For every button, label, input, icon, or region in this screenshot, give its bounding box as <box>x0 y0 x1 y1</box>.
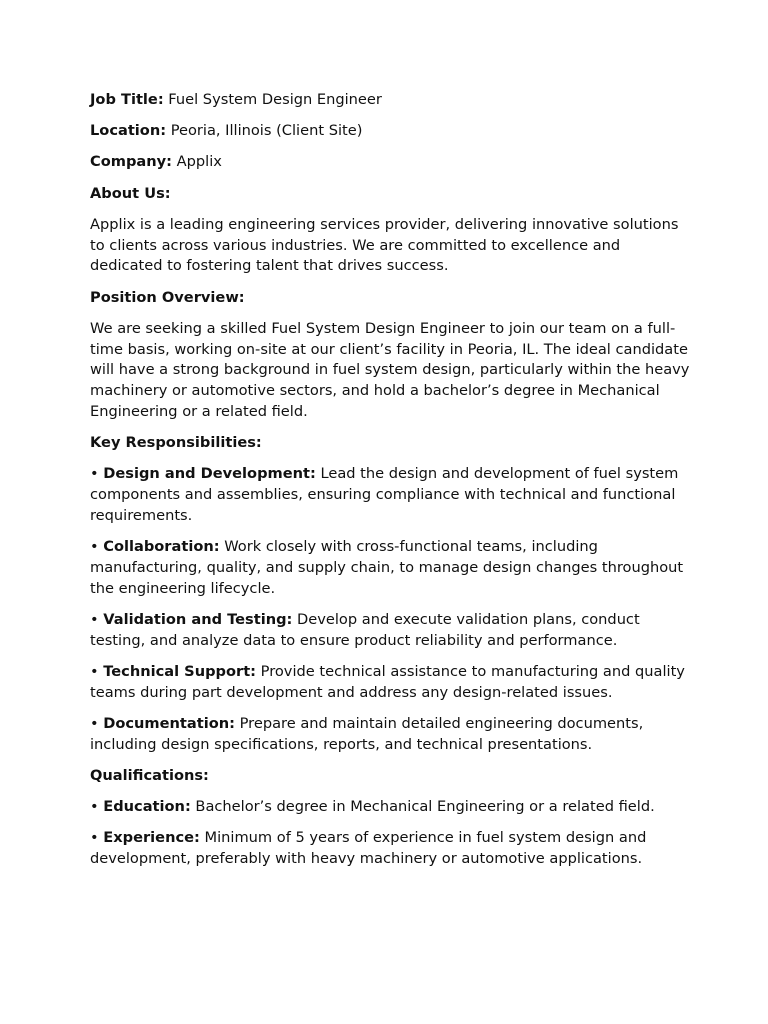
responsibility-title: Technical Support: <box>103 662 257 680</box>
location-label: Location: <box>90 122 167 140</box>
job-title-line <box>90 90 690 111</box>
responsibility-text: Develop and execute validation plans, conduct testing, and analyze data to ensure product reliability and performance. <box>90 610 640 649</box>
responsibility-text: Lead the design and development of fuel system components and assemblies, ensuring compliance with technical and functional requirements. <box>90 465 679 524</box>
responsibility-item <box>90 714 690 756</box>
bullet-marker: • <box>90 538 104 556</box>
bullet-marker: • <box>90 662 104 680</box>
responsibility-text: Provide technical assistance to manufacturing and quality teams during part development and address any design-related issues. <box>90 662 685 701</box>
responsibility-item <box>90 610 690 652</box>
job-title-label: Job Title: <box>90 91 164 108</box>
qualification-text: Bachelor’s degree in Mechanical Engineering or a related field. <box>190 797 655 815</box>
responsibility-item <box>90 464 690 526</box>
qualification-item <box>90 828 690 870</box>
responsibility-text: Work closely with cross-functional teams, including manufacturing, quality, and supply chain, to manage design changes throughout the engineering lifecycle. <box>90 538 684 597</box>
responsibility-text: Prepare and maintain detailed engineering documents, including design specifications, reports, and technical presentations. <box>90 714 644 753</box>
about-paragraph: Applix is a leading engineering services provider, delivering innovative solutions to clients across various industries. We are committed to excellence and dedicated to fostering talent that drives success. <box>90 215 679 275</box>
qualification-title: Experience: <box>103 829 200 847</box>
responsibility-item <box>90 537 690 599</box>
location-line <box>90 121 690 142</box>
responsibility-title: Validation and Testing: <box>103 610 293 628</box>
bullet-marker: • <box>90 610 104 628</box>
bullet-marker: • <box>90 797 104 815</box>
bullet-marker: • <box>90 465 104 483</box>
responsibility-title: Collaboration: <box>103 538 220 556</box>
location-value: Peoria, Illinois (Client Site) <box>166 122 363 140</box>
job-posting-document <box>90 90 690 880</box>
about-heading: About Us: <box>90 184 171 202</box>
company-line <box>90 152 690 173</box>
qualification-item <box>90 797 690 818</box>
responsibilities-heading: Key Responsibilities: <box>90 434 262 452</box>
company-value: Applix <box>171 153 222 171</box>
overview-paragraph: We are seeking a skilled Fuel System Design Engineer to join our team on a full-time basis, working on-site at our client’s facility in Peoria, IL. The ideal candidate will have a strong background in fuel system design, particularly within the heavy machinery or automotive sectors, and hold a bachelor’s degree in Mechanical Engineering or a related field. <box>90 319 690 420</box>
job-title-value: Fuel System Design Engineer <box>163 91 382 108</box>
bullet-marker: • <box>90 714 104 732</box>
responsibility-title: Design and Development: <box>103 465 316 483</box>
overview-heading: Position Overview: <box>90 288 245 306</box>
qualifications-heading: Qualifications: <box>90 766 209 784</box>
qualification-text: Minimum of 5 years of experience in fuel system design and development, preferably with heavy machinery or automotive applications. <box>90 829 647 867</box>
qualification-title: Education: <box>103 797 191 815</box>
responsibility-title: Documentation: <box>103 714 235 732</box>
company-label: Company: <box>90 153 172 171</box>
bullet-marker: • <box>90 829 104 847</box>
responsibility-item <box>90 662 690 704</box>
